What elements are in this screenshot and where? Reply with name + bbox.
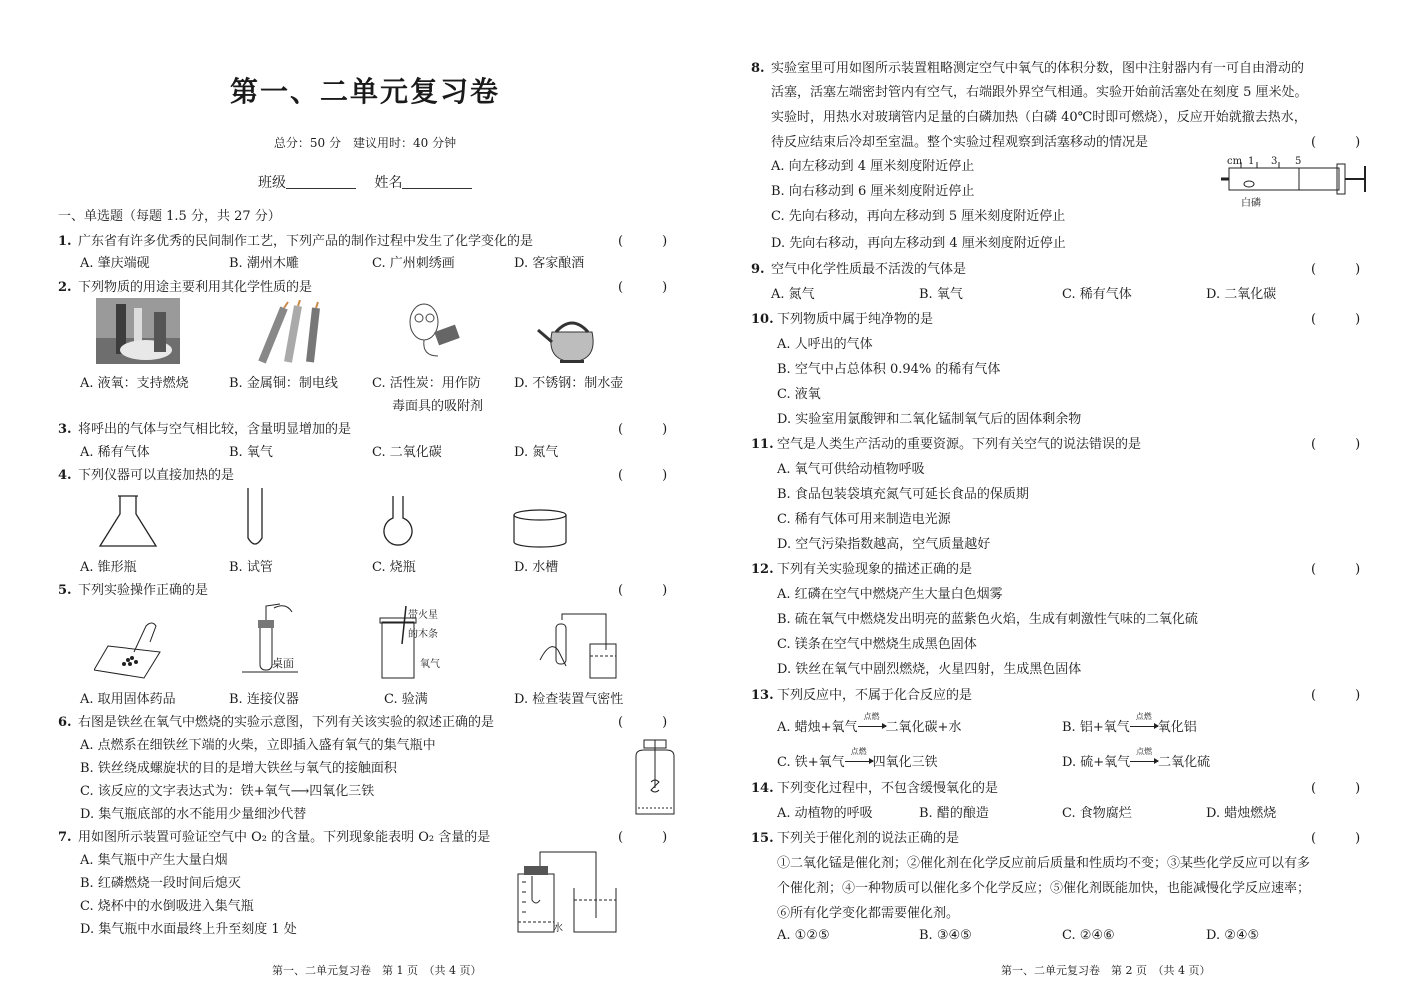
question-number: 2. [58, 280, 72, 295]
option-a[interactable]: A. 取用固体药品 [80, 692, 176, 707]
question-number: 12. [751, 562, 774, 577]
option-b[interactable]: B. 试管 [229, 560, 273, 575]
rocket-photo [96, 298, 180, 364]
kettle-image [536, 312, 608, 364]
question-text: 下列有关实验现象的描述正确的是 [777, 562, 973, 577]
option-a[interactable]: A. 动植物的呼吸 [777, 806, 873, 821]
question-number: 15. [751, 831, 774, 846]
answer-paren[interactable]: ( ) [1311, 312, 1361, 327]
products: 氧化铝 [1157, 720, 1197, 735]
option-b[interactable]: B. 铁丝绕成螺旋状的目的是增大铁丝与氧气的接触面积 [80, 761, 397, 776]
question-4 [58, 464, 234, 483]
option-d[interactable]: D. 氮气 [514, 445, 559, 460]
question-5 [58, 579, 208, 598]
scale-tick: 5 [1295, 156, 1302, 167]
class-label: 班级 [258, 175, 286, 191]
option-c[interactable]: C. 验满 [384, 692, 428, 707]
question-number: 3. [58, 422, 72, 437]
answer-paren[interactable]: ( ) [1311, 262, 1361, 277]
option-c[interactable]: C. 食物腐烂 [1062, 806, 1132, 821]
question-text-line-3: 实验时，用热水对玻璃管内足量的白磷加热（白磷 40℃时即可燃烧），反应开始就撤去热水， [771, 110, 1307, 125]
option-d[interactable]: D. 不锈钢：制水壶 [514, 376, 624, 391]
option-c[interactable]: C. 广州刺绣画 [372, 256, 455, 271]
products: 四氧化三铁 [872, 755, 938, 770]
question-text: 下列实验操作正确的是 [78, 583, 209, 598]
question-number: 5. [58, 583, 72, 598]
option-d[interactable]: D. 水槽 [514, 560, 559, 575]
option-d[interactable]: D. 空气污染指数越高，空气质量越好 [777, 537, 991, 552]
answer-paren[interactable]: ( ) [618, 422, 668, 437]
option-b[interactable]: B. 硫在氧气中燃烧发出明亮的蓝紫色火焰，生成有刺激性气味的二氧化硫 [777, 612, 1198, 627]
reactants: D. 硫+氧气 [1062, 755, 1131, 770]
condition-label: 点燃 [1136, 747, 1153, 756]
option-c[interactable]: C. 二氧化碳 [372, 445, 442, 460]
option-b[interactable]: B. 红磷燃烧一段时间后熄灭 [80, 876, 241, 891]
question-7 [58, 826, 490, 845]
water-trough-icon [512, 508, 568, 550]
question-8 [751, 57, 1304, 76]
iron-wire-jar-image [632, 738, 678, 818]
option-a[interactable]: A. 红磷在空气中燃烧产生大量白色烟雾 [777, 587, 1003, 602]
question-text: 下列关于催化剂的说法正确的是 [777, 831, 960, 846]
statement-line-3: ⑥所有化学变化都需要催化剂。 [777, 906, 960, 921]
option-c[interactable]: C. 液氧 [777, 387, 821, 402]
question-1 [58, 230, 533, 249]
option-a[interactable]: A. 液氧：支持燃烧 [80, 376, 189, 391]
answer-paren[interactable]: ( ) [1311, 688, 1361, 703]
option-b[interactable]: B. 氧气 [919, 287, 963, 302]
option-b[interactable]: B. 潮州木雕 [229, 256, 299, 271]
question-number: 9. [751, 262, 765, 277]
option-d[interactable]: D. 二氧化碳 [1206, 287, 1277, 302]
question-text: 下列变化过程中，不包含缓慢氧化的是 [777, 781, 999, 796]
reactants: C. 铁+氧气 [777, 755, 845, 770]
question-11 [751, 433, 1141, 452]
question-number: 1. [58, 234, 72, 249]
statement-line-2: 个催化剂；④一种物质可以催化多个化学反应；⑤催化剂既能加快，也能减慢化学反应速率； [777, 881, 1311, 896]
question-number: 6. [58, 715, 72, 730]
label-splint: 的木条 [408, 629, 438, 640]
question-13 [751, 684, 972, 703]
question-text: 空气中化学性质最不活泼的气体是 [771, 262, 967, 277]
answer-paren[interactable]: ( ) [1311, 437, 1361, 452]
option-b[interactable]: B. ③④⑤ [919, 928, 972, 943]
label-oxygen: 氧气 [420, 659, 440, 670]
label-water: 水 [553, 923, 563, 934]
question-text-line-2: 活塞，活塞左端密封管内有空气，右端跟外界空气相通。实验开始前活塞处在刻度 5 厘米处。 [771, 85, 1308, 100]
answer-paren[interactable]: ( ) [1311, 562, 1361, 577]
reaction-arrow-icon [1130, 712, 1158, 735]
option-b[interactable]: B. 向右移动到 6 厘米刻度附近停止 [771, 184, 975, 199]
statement-line-1: ①二氧化锰是催化剂；②催化剂在化学反应前后质量和性质均不变；③某些化学反应可以有多 [777, 856, 1311, 871]
option-a[interactable]: A. 点燃系在细铁丝下端的火柴，立即插入盛有氧气的集气瓶中 [80, 738, 436, 753]
products: 二氧化碳+水 [885, 720, 962, 735]
question-text: 用如图所示装置可验证空气中 O₂ 的含量。下列现象能表明 O₂ 含量的是 [78, 830, 491, 845]
option-a[interactable]: A. ①②⑤ [777, 928, 830, 943]
option-d[interactable]: D. 集气瓶底部的水不能用少量细沙代替 [80, 807, 307, 822]
option-c[interactable]: C. 稀有气体 [1062, 287, 1132, 302]
option-b[interactable] [1062, 712, 1197, 735]
scale-tick: 3 [1271, 156, 1278, 167]
question-number: 8. [751, 61, 765, 76]
question-2 [58, 276, 312, 295]
label-tabletop: 桌面 [272, 657, 294, 670]
option-d[interactable]: D. 集气瓶中水面最终上升至刻度 1 处 [80, 922, 297, 937]
option-b[interactable]: B. 连接仪器 [229, 692, 299, 707]
round-flask-icon [380, 494, 416, 550]
test-tube-icon [244, 486, 266, 550]
question-text: 下列反应中，不属于化合反应的是 [777, 688, 973, 703]
question-6 [58, 711, 494, 730]
answer-paren[interactable]: ( ) [618, 280, 668, 295]
question-15 [751, 827, 959, 846]
option-d[interactable]: D. 先向右移动，再向左移动到 4 厘米刻度附近停止 [771, 236, 1066, 251]
answer-paren[interactable]: ( ) [618, 468, 668, 483]
question-text-line-4: 待反应结束后冷却至室温。整个实验过程观察到活塞移动的情况是 [771, 135, 1149, 150]
option-b[interactable]: B. 金属铜：制电线 [229, 376, 338, 391]
option-c[interactable]: C. 烧瓶 [372, 560, 416, 575]
answer-paren[interactable]: ( ) [1311, 135, 1361, 150]
option-c[interactable] [777, 747, 938, 770]
option-d[interactable]: D. 铁丝在氧气中剧烈燃烧，火星四射，生成黑色固体 [777, 662, 1082, 677]
question-3 [58, 418, 351, 437]
question-text: 空气是人类生产活动的重要资源。下列有关空气的说法错误的是 [777, 437, 1142, 452]
option-c[interactable]: C. 该反应的文字表达式为：铁+氧气⟶四氧化三铁 [80, 784, 375, 799]
question-number: 11. [751, 437, 774, 452]
option-a[interactable]: A. 集气瓶中产生大量白烟 [80, 853, 228, 868]
name-blank[interactable] [402, 174, 472, 189]
question-12 [751, 558, 972, 577]
class-blank[interactable] [286, 174, 356, 189]
answer-paren[interactable]: ( ) [618, 830, 668, 845]
question-text: 右图是铁丝在氧气中燃烧的实验示意图，下列有关该实验的叙述正确的是 [78, 715, 495, 730]
option-d[interactable]: D. 检查装置气密性 [514, 692, 624, 707]
option-a[interactable]: A. 氮气 [771, 287, 815, 302]
condition-label: 点燃 [850, 747, 867, 756]
question-number: 14. [751, 781, 774, 796]
question-text: 下列物质中属于纯净物的是 [777, 312, 934, 327]
option-d[interactable]: D. ②④⑤ [1206, 928, 1260, 943]
option-c[interactable]: C. 先向右移动，再向左移动到 5 厘米刻度附近停止 [771, 209, 1066, 224]
copper-wire-image [254, 300, 326, 364]
option-a[interactable]: A. 肇庆端砚 [80, 256, 150, 271]
option-d[interactable] [1062, 747, 1211, 770]
option-c-continued: 毒面具的吸附剂 [392, 399, 484, 414]
erlenmeyer-flask-icon [96, 494, 160, 550]
option-c[interactable]: C. 镁条在空气中燃烧生成黑色固体 [777, 637, 977, 652]
reaction-arrow-icon [858, 712, 886, 735]
question-number: 13. [751, 688, 774, 703]
condition-label: 点燃 [863, 712, 880, 721]
solid-reagent-image [94, 612, 164, 682]
question-10 [751, 308, 933, 327]
option-d[interactable]: D. 蜡烛燃烧 [1206, 806, 1277, 821]
answer-paren[interactable]: ( ) [618, 583, 668, 598]
page-footer: 第一、二单元复习卷 第 1 页 （共 4 页） [272, 964, 482, 977]
option-d[interactable]: D. 实验室用氯酸钾和二氧化锰制氧气后的固体剩余物 [777, 412, 1082, 427]
question-14 [751, 777, 998, 796]
option-c[interactable]: C. 稀有气体可用来制造电光源 [777, 512, 951, 527]
exam-meta: 总分：50 分 建议用时：40 分钟 [273, 136, 457, 150]
option-b[interactable]: B. 氧气 [229, 445, 273, 460]
scale-unit: cm [1227, 156, 1243, 167]
question-9 [751, 258, 966, 277]
label-glowing: 带火星 [408, 610, 438, 621]
section-heading: 一、单选题（每题 1.5 分，共 27 分） [58, 209, 281, 224]
question-number: 4. [58, 468, 72, 483]
option-b[interactable]: B. 食品包装袋填充氮气可延长食品的保质期 [777, 487, 1029, 502]
question-text: 下列物质的用途主要利用其化学性质的是 [78, 280, 313, 295]
option-d[interactable]: D. 客家酿酒 [514, 256, 585, 271]
question-text-line-1: 实验室里可用如图所示装置粗略测定空气中氧气的体积分数，图中注射器内有一可自由滑动的 [771, 61, 1305, 76]
question-number: 10. [751, 312, 774, 327]
answer-paren[interactable]: ( ) [618, 234, 668, 249]
question-text: 广东省有许多优秀的民间制作工艺，下列产品的制作过程中发生了化学变化的是 [78, 234, 534, 249]
red-phosphorus-apparatus-image [510, 848, 622, 936]
option-a[interactable] [777, 712, 962, 735]
page-title: 第一、二单元复习卷 [229, 75, 500, 108]
option-a[interactable]: A. 向左移动到 4 厘米刻度附近停止 [771, 159, 975, 174]
condition-label: 点燃 [1135, 712, 1152, 721]
option-c[interactable]: C. 活性炭：用作防 [372, 376, 481, 391]
reactants: A. 蜡烛+氧气 [777, 720, 858, 735]
reaction-arrow-icon [1130, 747, 1158, 770]
option-b[interactable]: B. 醋的酿造 [919, 806, 989, 821]
label-white-phosphorus: 白磷 [1241, 198, 1261, 209]
option-a[interactable]: A. 锥形瓶 [80, 560, 137, 575]
option-a[interactable]: A. 人呼出的气体 [777, 337, 873, 352]
option-c[interactable]: C. ②④⑥ [1062, 928, 1115, 943]
option-a[interactable]: A. 稀有气体 [80, 445, 150, 460]
question-number: 7. [58, 830, 72, 845]
option-b[interactable]: B. 空气中占总体积 0.94% 的稀有气体 [777, 362, 1001, 377]
answer-paren[interactable]: ( ) [1311, 831, 1361, 846]
answer-paren[interactable]: ( ) [618, 715, 668, 730]
products: 二氧化硫 [1158, 755, 1211, 770]
option-a[interactable]: A. 氧气可供给动植物呼吸 [777, 462, 925, 477]
answer-paren[interactable]: ( ) [1311, 781, 1361, 796]
scale-tick: 1 [1248, 156, 1255, 167]
reactants: B. 铝+氧气 [1062, 720, 1130, 735]
name-row [258, 172, 486, 192]
airtightness-check-image [536, 610, 620, 682]
name-label: 姓名 [374, 175, 403, 191]
question-text: 下列仪器可以直接加热的是 [78, 468, 235, 483]
page-2 [711, 0, 1422, 999]
reaction-arrow-icon [845, 747, 873, 770]
option-c[interactable]: C. 烧杯中的水倒吸进入集气瓶 [80, 899, 254, 914]
question-text: 将呼出的气体与空气相比较，含量明显增加的是 [78, 422, 352, 437]
gas-mask-image [404, 300, 468, 362]
page-footer: 第一、二单元复习卷 第 2 页 （共 4 页） [1001, 964, 1211, 977]
